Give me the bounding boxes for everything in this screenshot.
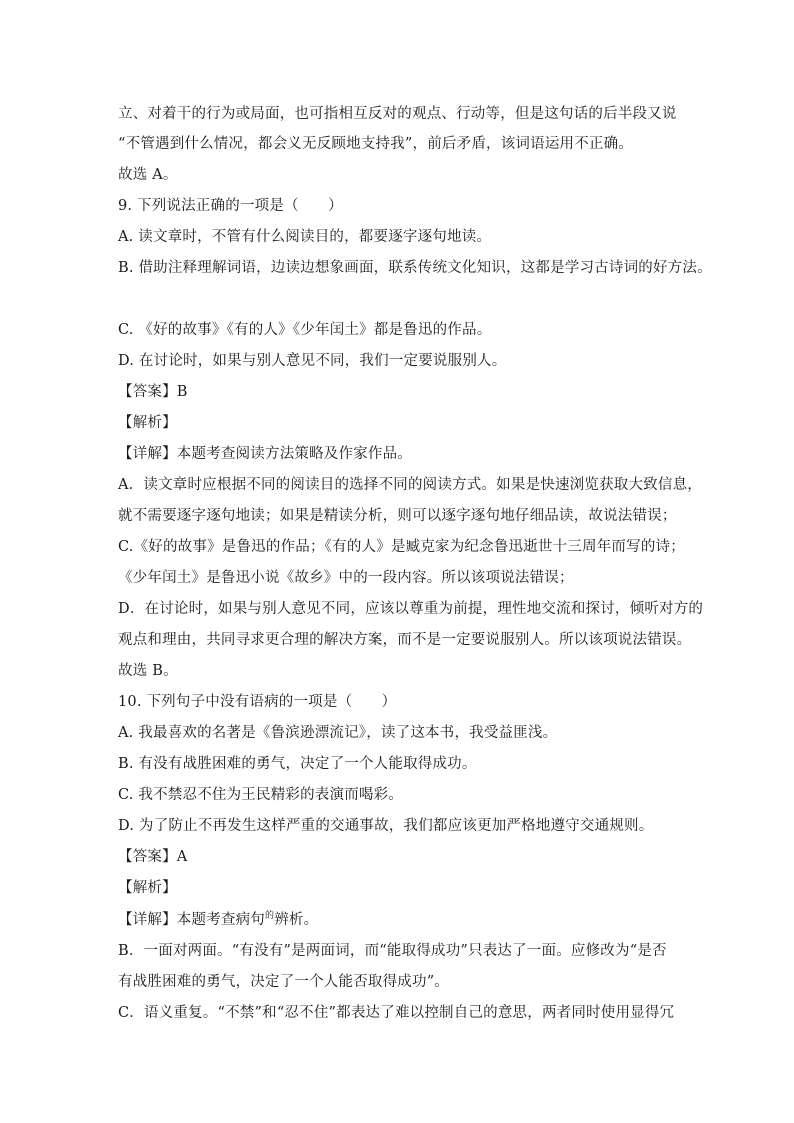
text-line: C.《好的故事》是鲁迅的作品；《有的人》是臧克家为纪念鲁迅逝世十三周年而写的诗； — [118, 539, 685, 555]
text-line: A．读文章时应根据不同的阅读目的选择不同的阅读方式。如果是快速浏览获取大致信息， — [118, 477, 702, 493]
analysis-label: 【解析】 — [118, 415, 177, 431]
detail-text-b: 辨析。 — [274, 912, 319, 928]
detail-line — [118, 910, 318, 932]
question-9: 9. 下列说法正确的一项是（ ） — [118, 198, 343, 214]
answer-label: 【答案】B — [118, 384, 188, 400]
option-d: D. 为了防止不再发生这样严重的交通事故，我们都应该更加严格地遵守交通规则。 — [118, 818, 654, 834]
option-c: C. 我不禁忍不住为王民精彩的表演而喝彩。 — [118, 787, 403, 803]
text-line: “不管遇到什么情况，都会义无反顾地支持我”，前后矛盾，该词语运用不正确。 — [118, 136, 634, 152]
option-b: B. 借助注释理解词语，边读边想象画面，联系传统文化知识，这都是学习古诗词的好方法。 — [118, 260, 712, 276]
option-b: B. 有没有战胜困难的勇气，决定了一个人能取得成功。 — [118, 756, 477, 772]
superscript-mark: 的 — [265, 911, 275, 921]
answer-label: 【答案】A — [118, 849, 188, 865]
text-line: 就不需要逐字逐句地读；如果是精读分析，则可以逐字逐句地仔细品读，故说法错误； — [118, 508, 677, 524]
text-line: 故选 A。 — [118, 167, 178, 183]
detail-label: 【详解】本题考查阅读方法策略及作家作品。 — [118, 446, 412, 462]
text-line: 立、对着干的行为或局面，也可指相互反对的观点、行动等，但是这句话的后半段又说 — [118, 106, 677, 122]
text-line: 《少年闰土》是鲁迅小说《故乡》中的一段内容。所以该项说法错误； — [118, 570, 574, 586]
detail-text-a: 【详解】本题考查病句 — [118, 912, 265, 928]
analysis-label: 【解析】 — [118, 880, 177, 896]
text-line: C．语义重复。“不禁”和“忍不住”都表达了难以控制自己的意思，两者同时使用显得冗 — [118, 1005, 675, 1021]
text-line: 观点和理由，共同寻求更合理的解决方案，而不是一定要说服别人。所以该项说法错误。 — [118, 632, 692, 648]
text-line: 故选 B。 — [118, 663, 178, 679]
option-c: C. 《好的故事》《有的人》《少年闰土》都是鲁迅的作品。 — [118, 322, 492, 338]
option-a: A. 读文章时，不管有什么阅读目的，都要逐字逐句地读。 — [118, 229, 492, 245]
text-line: B．一面对两面。“有没有”是两面词，而“能取得成功”只表达了一面。应修改为“是否 — [118, 943, 667, 959]
option-a: A. 我最喜欢的名著是《鲁滨逊漂流记》，读了这本书，我受益匪浅。 — [118, 725, 558, 741]
text-line: 有战胜困难的勇气，决定了一个人能否取得成功”。 — [118, 974, 450, 990]
option-d: D. 在讨论时，如果与别人意见不同，我们一定要说服别人。 — [118, 353, 507, 369]
question-10: 10. 下列句子中没有语病的一项是（ ） — [118, 694, 397, 710]
text-line: D．在讨论时，如果与别人意见不同，应该以尊重为前提，理性地交流和探讨，倾听对方的 — [118, 601, 704, 617]
